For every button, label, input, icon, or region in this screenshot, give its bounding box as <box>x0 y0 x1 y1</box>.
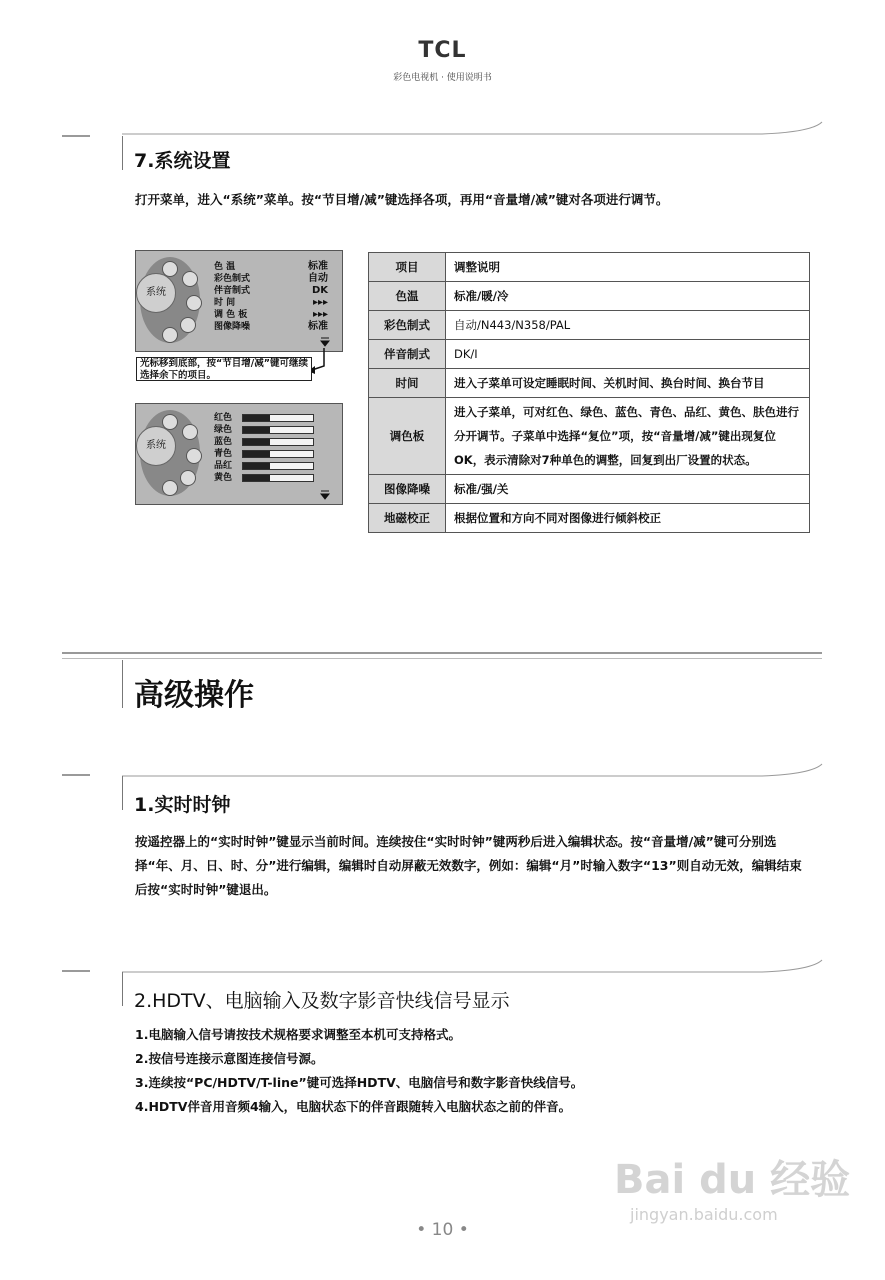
table-cell-desc: 自动/N443/N358/PAL <box>446 311 810 340</box>
color-row-label: 青色 <box>214 449 233 459</box>
color-level-bar <box>242 438 314 446</box>
clock-body: 按遥控器上的“实时时钟”键显示当前时间。连续按住“实时时钟”键两秒后进入编辑状态。按“音量增/减”键可分别选择“年、月、日、时、分”进行编辑，编辑时自动屏蔽无效数字，例如：编辑“月”时输入数字“13”则自动无效，编辑结束后按“实时时钟”键退出。 <box>135 834 802 897</box>
picture-icon <box>162 261 178 277</box>
timer-icon <box>162 327 178 343</box>
table-cell-desc: 进入子菜单，可对红色、绿色、蓝色、青色、品红、黄色、肤色进行分开调节。子菜单中选择“复位”项，按“音量增/减”键出现复位OK，表示清除对7种单色的调整，回复到出厂设置的状态。 <box>446 398 810 475</box>
table-cell-desc: 进入子菜单可设定睡眠时间、关机时间、换台时间、换台节目 <box>446 369 810 398</box>
table-cell-item: 时间 <box>369 369 446 398</box>
table-cell-item: 调色板 <box>369 398 446 475</box>
table-row <box>369 504 810 533</box>
table-row <box>369 369 810 398</box>
menu-row-label: 色 温 <box>214 262 236 272</box>
baidu-watermark-url: jingyan.baidu.com <box>630 1205 778 1224</box>
menu-dial-label: 系统 <box>136 426 176 466</box>
section-rule-bar <box>122 776 123 810</box>
manual-subtitle: 彩色电视机 · 使用说明书 <box>393 73 492 83</box>
list-item: 1.电脑输入信号请按技术规格要求调整至本机可支持格式。 <box>135 1027 461 1042</box>
section-rule-bar <box>122 136 123 170</box>
table-row <box>369 475 810 504</box>
color-level-bar <box>242 462 314 470</box>
color-level-bar <box>242 414 314 422</box>
table-row <box>369 311 810 340</box>
table-cell-desc: 标准/强/关 <box>446 475 810 504</box>
channel-icon <box>180 317 196 333</box>
chapter-rule-bar <box>122 660 123 708</box>
chapter-title-advanced: 高级操作 <box>134 678 254 713</box>
function-icon <box>186 295 202 311</box>
color-row-label: 绿色 <box>214 425 233 435</box>
table-cell-item: 彩色制式 <box>369 311 446 340</box>
color-row-label: 黄色 <box>214 473 233 483</box>
sound-icon <box>182 271 198 287</box>
section-rule-short <box>62 135 90 137</box>
sound-icon <box>182 424 198 440</box>
menu-row-label: 调 色 板 <box>214 310 248 320</box>
menu-row-value: ▸▸▸ <box>312 309 328 320</box>
menu-row-label: 彩色制式 <box>214 274 251 284</box>
page-number: • 10 • <box>416 1220 469 1240</box>
section-rule-line <box>122 118 826 138</box>
chapter-rule-top <box>62 652 822 654</box>
menu-row-value: 标准 <box>308 261 328 272</box>
section-rule-line <box>122 956 826 976</box>
settings-table <box>368 252 810 533</box>
section-rule-bar <box>122 972 123 1006</box>
menu-row-label: 伴音制式 <box>214 286 251 296</box>
table-header-desc: 调整说明 <box>446 253 810 282</box>
picture-icon <box>162 414 178 430</box>
function-icon <box>186 448 202 464</box>
table-cell-desc: 标准/暖/冷 <box>446 282 810 311</box>
color-level-bar <box>242 450 314 458</box>
section-rule-line <box>122 760 826 780</box>
section-title-clock: 1.实时时钟 <box>134 794 231 816</box>
chapter-rule-bottom <box>62 658 822 659</box>
color-row-label: 红色 <box>214 413 233 423</box>
hdtv-instructions <box>135 1023 815 1119</box>
color-palette-menu-screen <box>135 403 343 505</box>
baidu-watermark: Bai du 经验 <box>614 1157 851 1203</box>
table-header-item: 项目 <box>369 253 446 282</box>
table-cell-item: 图像降噪 <box>369 475 446 504</box>
table-row <box>369 282 810 311</box>
system-intro: 打开菜单，进入“系统”菜单。按“节目增/减”键选择各项，再用“音量增/减”键对各项进行调节。 <box>135 192 669 207</box>
menu-row-label: 时 间 <box>214 298 236 308</box>
color-level-bar <box>242 426 314 434</box>
color-row-label: 品红 <box>214 461 233 471</box>
menu-row-value: ▸▸▸ <box>312 297 328 308</box>
system-menu-screen <box>135 250 343 352</box>
menu-row-value: DK <box>311 285 328 296</box>
list-item: 2.按信号连接示意图连接信号源。 <box>135 1051 324 1066</box>
list-item: 3.连续按“PC/HDTV/T-line”键可选择HDTV、电脑信号和数字影音快线信号。 <box>135 1075 584 1090</box>
table-row <box>369 398 810 475</box>
section-title-hdtv: 2.HDTV、电脑输入及数字影音快线信号显示 <box>134 990 510 1012</box>
list-item: 4.HDTV伴音用音频4输入，电脑状态下的伴音跟随转入电脑状态之前的伴音。 <box>135 1099 572 1114</box>
table-row <box>369 340 810 369</box>
table-cell-desc: DK/I <box>446 340 810 369</box>
section-rule-short <box>62 970 90 972</box>
table-header-row <box>369 253 810 282</box>
scroll-down-arrow-icon <box>320 490 330 500</box>
section-title-system: 7.系统设置 <box>134 150 231 172</box>
table-cell-item: 色温 <box>369 282 446 311</box>
channel-icon <box>180 470 196 486</box>
timer-icon <box>162 480 178 496</box>
menu-row-label: 图像降噪 <box>214 322 251 332</box>
table-cell-desc: 根据位置和方向不同对图像进行倾斜校正 <box>446 504 810 533</box>
menu-callout-note: 光标移到底部，按“节目增/减”键可继续选择余下的项目。 <box>136 357 312 381</box>
menu-dial-label: 系统 <box>136 273 176 313</box>
menu-row-value: 标准 <box>308 321 328 332</box>
table-cell-item: 地磁校正 <box>369 504 446 533</box>
section-rule-short <box>62 774 90 776</box>
menu-row-value: 自动 <box>308 273 328 284</box>
color-row-label: 蓝色 <box>214 437 233 447</box>
tcl-logo: TCL <box>418 38 467 63</box>
color-level-bar <box>242 474 314 482</box>
table-cell-item: 伴音制式 <box>369 340 446 369</box>
